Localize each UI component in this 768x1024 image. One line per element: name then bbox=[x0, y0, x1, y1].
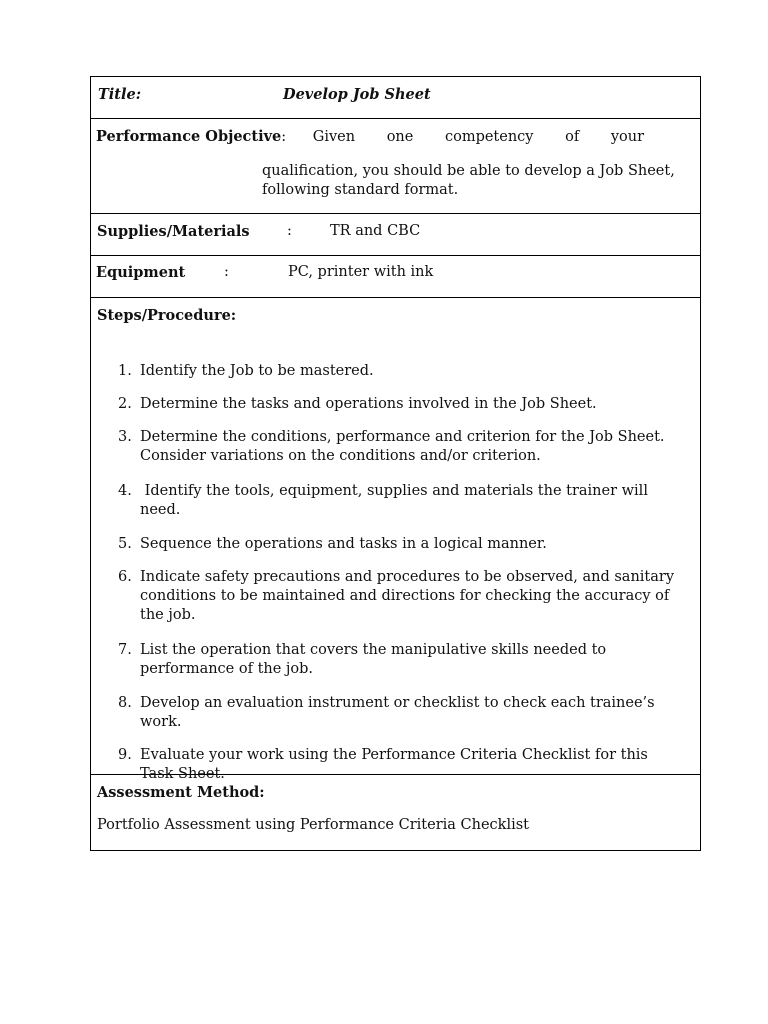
objective-word: competency bbox=[444, 129, 534, 145]
equipment-row bbox=[91, 256, 700, 298]
equipment-label: Equipment bbox=[96, 264, 186, 281]
objective-continuation bbox=[262, 162, 702, 200]
objective-word: of bbox=[565, 129, 580, 145]
steps-label: Steps/Procedure: bbox=[97, 307, 237, 324]
step-number: 5. bbox=[118, 536, 132, 552]
title-row bbox=[91, 77, 700, 119]
step-text: Determine the tasks and operations involved in the Job Sheet. bbox=[140, 396, 597, 412]
performance-objective-row bbox=[91, 119, 700, 214]
objective-word: Given bbox=[312, 129, 356, 145]
assessment-label: Assessment Method: bbox=[97, 784, 265, 801]
supplies-row bbox=[91, 214, 700, 256]
objective-word: your bbox=[610, 129, 645, 145]
job-sheet-table bbox=[90, 76, 701, 851]
objective-line-2: qualification, you should be able to develop a Job Sheet, bbox=[262, 163, 675, 179]
title-value: Develop Job Sheet bbox=[283, 86, 431, 103]
step-number: 9. bbox=[118, 747, 132, 763]
objective-word: one bbox=[386, 129, 414, 145]
step-text: Identify the Job to be mastered. bbox=[140, 363, 374, 379]
step-text: Evaluate your work using the Performance Criteria Checklist for this Task Sheet. bbox=[140, 747, 648, 782]
step-text: Identify the tools, equipment, supplies and materials the trainer will need. bbox=[140, 483, 653, 518]
step-number: 6. bbox=[118, 569, 132, 585]
objective-colon: : bbox=[281, 129, 287, 145]
step-number: 2. bbox=[118, 396, 132, 412]
supplies-colon: : bbox=[287, 223, 292, 239]
assessment-value: Portfolio Assessment using Performance Criteria Checklist bbox=[97, 817, 529, 833]
step-text: Indicate safety precautions and procedures to be observed, and sanitary conditions to be maintained and directions for checking the accuracy of the job. bbox=[140, 569, 675, 623]
step-text: List the operation that covers the manipulative skills needed to performance of the job. bbox=[140, 642, 607, 677]
step-number: 7. bbox=[118, 642, 132, 658]
supplies-label: Supplies/Materials bbox=[97, 223, 250, 240]
equipment-colon: : bbox=[224, 264, 229, 280]
objective-line-3: following standard format. bbox=[262, 182, 459, 198]
step-number: 4. bbox=[118, 483, 132, 499]
objective-label: Performance Objective bbox=[96, 128, 282, 145]
equipment-value: PC, printer with ink bbox=[288, 264, 434, 280]
supplies-value: TR and CBC bbox=[330, 223, 421, 239]
objective-first-line bbox=[96, 128, 696, 145]
steps-row bbox=[91, 298, 700, 782]
step-number: 1. bbox=[118, 363, 132, 379]
step-text: Sequence the operations and tasks in a logical manner. bbox=[140, 536, 547, 552]
assessment-row bbox=[91, 775, 700, 850]
step-text: Develop an evaluation instrument or checklist to check each trainee’s work. bbox=[140, 695, 655, 730]
step-text: Determine the conditions, performance and criterion for the Job Sheet. Consider variations on the conditions and/or criterion. bbox=[140, 429, 665, 464]
step-number: 3. bbox=[118, 429, 132, 445]
step-number: 8. bbox=[118, 695, 132, 711]
title-label: Title: bbox=[98, 86, 142, 103]
